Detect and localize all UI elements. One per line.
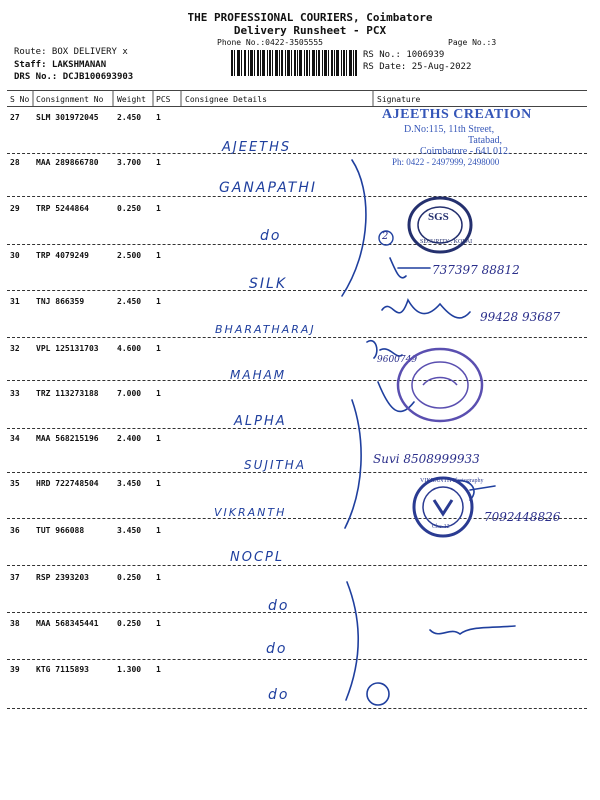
row-sno: 28 [10,158,20,167]
stamp-company-name: AJEETHS CREATION [382,107,532,122]
sgs-stamp-top: SGS [428,211,449,223]
row-pcs: 1 [156,344,161,353]
sgs-stamp-ring [406,195,474,255]
sig28-note: 2 [382,231,389,242]
round-stamp-purple [395,345,485,425]
row-pcs: 1 [156,573,161,582]
row-weight: 4.600 [117,344,142,353]
rs-number: RS No.: 1006939 [363,50,445,60]
col-signature: Signature [377,95,421,104]
row-sno: 38 [10,619,20,628]
row-pcs: 1 [156,297,161,306]
row-pcs: 1 [156,158,161,167]
brace-stroke [345,400,361,528]
row-consignee: SILK [249,276,287,292]
stamp-address-line: Tatabad, [468,135,503,146]
vikranth-stamp-text: VIKRANTH Photography [420,478,484,484]
company-phone: Phone No.:0422-3505555 [217,38,323,47]
row-pcs: 1 [156,665,161,674]
row-pcs: 1 [156,526,161,535]
row-consignment: MAA 568345441 [36,619,99,628]
stamp-phone-line: Ph: 0422 - 2497999, 2498000 [392,157,500,167]
row-weight: 3.700 [117,158,142,167]
row-weight: 1.300 [117,665,142,674]
signature-scribble [430,626,515,634]
row-sno: 33 [10,389,20,398]
row-pcs: 1 [156,389,161,398]
row-sno: 39 [10,665,20,674]
phone-note-30: 737397 88812 [432,263,520,277]
signature-scribble [390,258,430,278]
phone-note-31: 99428 93687 [480,310,561,324]
row-consignment: TRZ 113273188 [36,389,99,398]
row-consignee: do [268,598,290,614]
row-weight: 3.450 [117,479,142,488]
stamp-address-line: D.No:115, 11th Street, [404,124,495,135]
row-consignment: TRP 5244864 [36,204,89,213]
row-consignment: TNJ 866359 [36,297,85,306]
row-pcs: 1 [156,251,161,260]
row-consignee: VIKRANTH [214,506,287,519]
row-consignee: NOCPL [230,550,285,565]
row-consignment: KTG 7115893 [36,665,89,674]
row-consignment: MAA 568215196 [36,434,99,443]
circle-mark [367,683,389,705]
row-sno: 35 [10,479,20,488]
row-sno: 37 [10,573,20,582]
row-sno: 36 [10,526,20,535]
row-consignment: TUT 966088 [36,526,85,535]
row-sno: 34 [10,434,20,443]
vikranth-stamp-place: Cbe-12 [432,524,450,530]
note-32: 9600749 [377,355,418,365]
brace-stroke [346,582,358,700]
route-label: Route: BOX DELIVERY x [14,47,128,57]
company-title: THE PROFESSIONAL COURIERS, Coimbatore [187,11,433,24]
row-consignment: HRD 722748504 [36,479,99,488]
stamp-address-line: Coimbatore - 641 012. [420,146,511,157]
phone-note-35: 7092448826 [484,510,561,524]
staff-label: Staff: LAKSHMANAN [14,60,107,70]
row-weight: 2.450 [117,297,142,306]
row-consignment: VPL 125131703 [36,344,99,353]
row-consignment: TRP 4079249 [36,251,89,260]
row-weight: 2.500 [117,251,142,260]
row-weight: 7.000 [117,389,142,398]
row-consignment: MAA 289866780 [36,158,99,167]
brace-stroke [342,160,366,296]
col-sno: S No [10,95,30,104]
row-sno: 32 [10,344,20,353]
runsheet-title: Delivery Runsheet - PCX [233,24,387,37]
phone-note-34: Suvi 8508999933 [373,452,480,466]
row-sno: 27 [10,113,20,122]
row-weight: 0.250 [117,573,142,582]
drs-number: DRS No.: DCJB100693903 [14,72,134,82]
row-sno: 31 [10,297,20,306]
row-weight: 2.450 [117,113,142,122]
row-consignee: GANAPATHI [219,180,317,196]
row-weight: 2.400 [117,434,142,443]
rs-date: RS Date: 25-Aug-2022 [363,62,472,72]
page-number: Page No.:3 [448,38,497,47]
row-consignee: AJEETHS [222,140,292,155]
row-consignee: MAHAM [230,368,287,382]
sgs-stamp-bottom: SECURITY . KOVAI [420,239,473,245]
row-consignee: SUJITHA [244,458,307,472]
row-pcs: 1 [156,113,161,122]
row-weight: 0.250 [117,619,142,628]
row-sno: 30 [10,251,20,260]
col-consignment: Consignment No [36,95,104,104]
col-pcs: PCS [156,95,171,104]
col-consignee: Consignee Details [185,95,267,104]
row-consignee: do [260,228,282,244]
row-pcs: 1 [156,434,161,443]
col-weight: Weight [117,95,146,104]
row-pcs: 1 [156,479,161,488]
row-sno: 29 [10,204,20,213]
row-consignee: BHARATHARAJ [215,323,316,336]
row-pcs: 1 [156,619,161,628]
row-consignee: do [268,687,290,703]
signature-scribble [382,300,470,318]
row-consignment: RSP 2393203 [36,573,89,582]
row-consignee: do [266,641,288,657]
row-weight: 3.450 [117,526,142,535]
row-consignment: SLM 301972045 [36,113,99,122]
row-consignee: ALPHA [234,414,287,429]
row-pcs: 1 [156,204,161,213]
row-weight: 0.250 [117,204,142,213]
